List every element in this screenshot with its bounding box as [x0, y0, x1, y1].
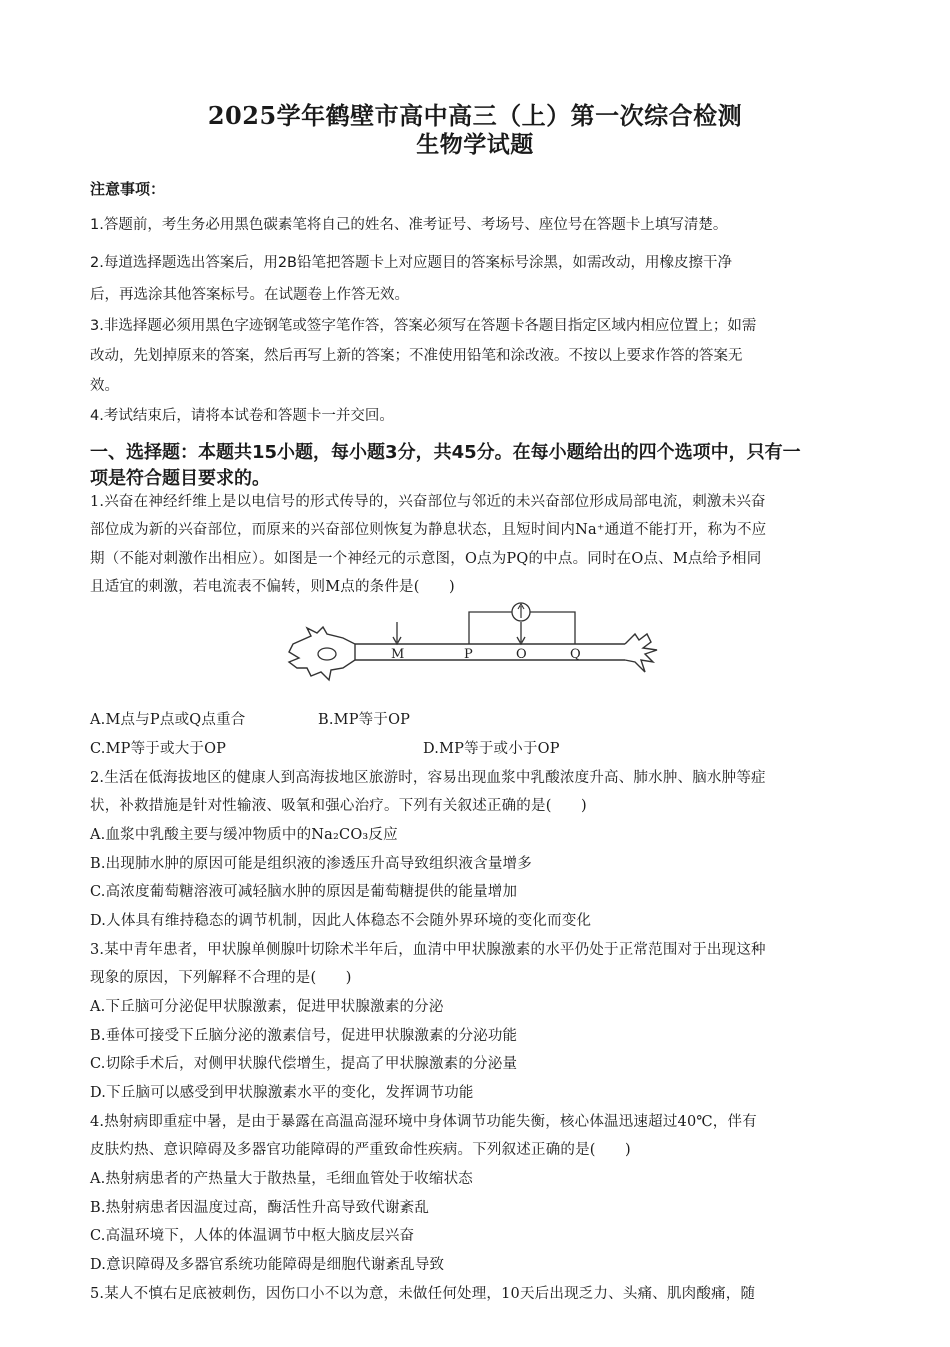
q1-option-b: B.MP等于OP: [318, 712, 411, 728]
notice-line: 后，再选涂其他答案标号。在试题卷上作答无效。: [90, 287, 409, 303]
section-heading-cont: 项是符合题目要求的。: [90, 468, 270, 489]
nucleus-icon: [318, 648, 336, 660]
label-m: M: [391, 647, 405, 662]
q1-text: 期（不能对刺激作出相应）。如图是一个神经元的示意图，O点为PQ的中点。同时在O点、M点给予相同: [90, 551, 762, 567]
q3-text: 3.某中青年患者，甲状腺单侧腺叶切除术半年后，血清中甲状腺激素的水平仍处于正常范围对于出现这种: [90, 942, 766, 958]
notice-line: 效。: [90, 378, 119, 394]
q3-option: A.下丘脑可分泌促甲状腺激素，促进甲状腺激素的分泌: [90, 999, 444, 1015]
neuron-cell-body: [289, 627, 355, 680]
exam-title: 2025学年鹤壁市高中高三（上）第一次综合检测: [207, 101, 743, 130]
axon-terminal: [625, 634, 657, 672]
q4-option: D.意识障碍及多器官系统功能障碍是细胞代谢紊乱导致: [90, 1257, 445, 1273]
notice-line: 1.答题前，考生务必用黑色碳素笔将自己的姓名、准考证号、考场号、座位号在答题卡上填写清楚。: [90, 217, 728, 233]
q3-text: 现象的原因，下列解释不合理的是( ): [90, 970, 352, 986]
label-o: O: [516, 647, 527, 662]
q4-option: B.热射病患者因温度过高，酶活性升高导致代谢紊乱: [90, 1200, 430, 1216]
q3-option: C.切除手术后，对侧甲状腺代偿增生，提高了甲状腺激素的分泌量: [90, 1056, 518, 1072]
q4-text: 皮肤灼热、意识障碍及多器官功能障碍的严重致命性疾病。下列叙述正确的是( ): [90, 1142, 631, 1158]
electrode-wire: [530, 612, 575, 644]
section-heading: 一、选择题：本题共15小题，每小题3分，共45分。在每小题给出的四个选项中，只有一: [90, 442, 801, 463]
q4-text: 4.热射病即重症中暑，是由于暴露在高温高湿环境中身体调节功能失衡，核心体温迅速超过40℃，伴有: [90, 1114, 757, 1130]
electrode-wire: [469, 612, 512, 644]
label-p: P: [464, 647, 473, 662]
q2-option: A.血浆中乳酸主要与缓冲物质中的Na₂CO₃反应: [90, 827, 398, 843]
q4-option: C.高温环境下，人体的体温调节中枢大脑皮层兴奋: [90, 1228, 415, 1244]
notice-line: 2.每道选择题选出答案后，用2B铅笔把答题卡上对应题目的答案标号涂黑，如需改动，用橡皮擦干净: [90, 255, 733, 271]
q4-option: A.热射病患者的产热量大于散热量，毛细血管处于收缩状态: [90, 1171, 473, 1187]
exam-subtitle: 生物学试题: [416, 131, 534, 158]
notice-line: 3.非选择题必须用黑色字迹钢笔或签字笔作答，答案必须写在答题卡各题目指定区域内相应位置上；如需: [90, 318, 757, 334]
notice-label: 注意事项：: [90, 180, 166, 198]
notice-line: 4.考试结束后，请将本试卷和答题卡一并交回。: [90, 408, 394, 424]
q2-option: D.人体具有维持稳态的调节机制，因此人体稳态不会随外界环境的变化而变化: [90, 913, 592, 929]
q2-option: C.高浓度葡萄糖溶液可减轻脑水肿的原因是葡萄糖提供的能量增加: [90, 884, 518, 900]
neuron-figure: [285, 600, 665, 700]
q5-text: 5.某人不慎右足底被刺伤，因伤口小不以为意，未做任何处理，10天后出现乏力、头痛、肌肉酸痛，随: [90, 1286, 756, 1302]
q2-text: 2.生活在低海拔地区的健康人到高海拔地区旅游时，容易出现血浆中乳酸浓度升高、肺水肿、脑水肿等症: [90, 770, 766, 786]
q3-option: D.下丘脑可以感受到甲状腺激素水平的变化，发挥调节功能: [90, 1085, 474, 1101]
q3-option: B.垂体可接受下丘脑分泌的激素信号，促进甲状腺激素的分泌功能: [90, 1028, 518, 1044]
label-q: Q: [570, 647, 581, 662]
q1-text: 1.兴奋在神经纤维上是以电信号的形式传导的，兴奋部位与邻近的未兴奋部位形成局部电流，刺激未兴奋: [90, 494, 766, 510]
q2-option: B.出现肺水肿的原因可能是组织液的渗透压升高导致组织液含量增多: [90, 856, 532, 872]
q1-option-d: D.MP等于或小于OP: [423, 741, 560, 757]
q1-text: 且适宜的刺激，若电流表不偏转，则M点的条件是( ): [90, 579, 455, 595]
q1-text: 部位成为新的兴奋部位，而原来的兴奋部位则恢复为静息状态，且短时间内Na⁺通道不能打开，称为不应: [90, 522, 767, 538]
notice-line: 改动，先划掉原来的答案，然后再写上新的答案；不准使用铅笔和涂改液。不按以上要求作答的答案无: [90, 348, 743, 364]
q1-option-a: A.M点与P点或Q点重合: [90, 712, 246, 728]
q1-option-c: C.MP等于或大于OP: [90, 741, 227, 757]
q2-text: 状，补救措施是针对性输液、吸氧和强心治疗。下列有关叙述正确的是( ): [90, 798, 587, 814]
